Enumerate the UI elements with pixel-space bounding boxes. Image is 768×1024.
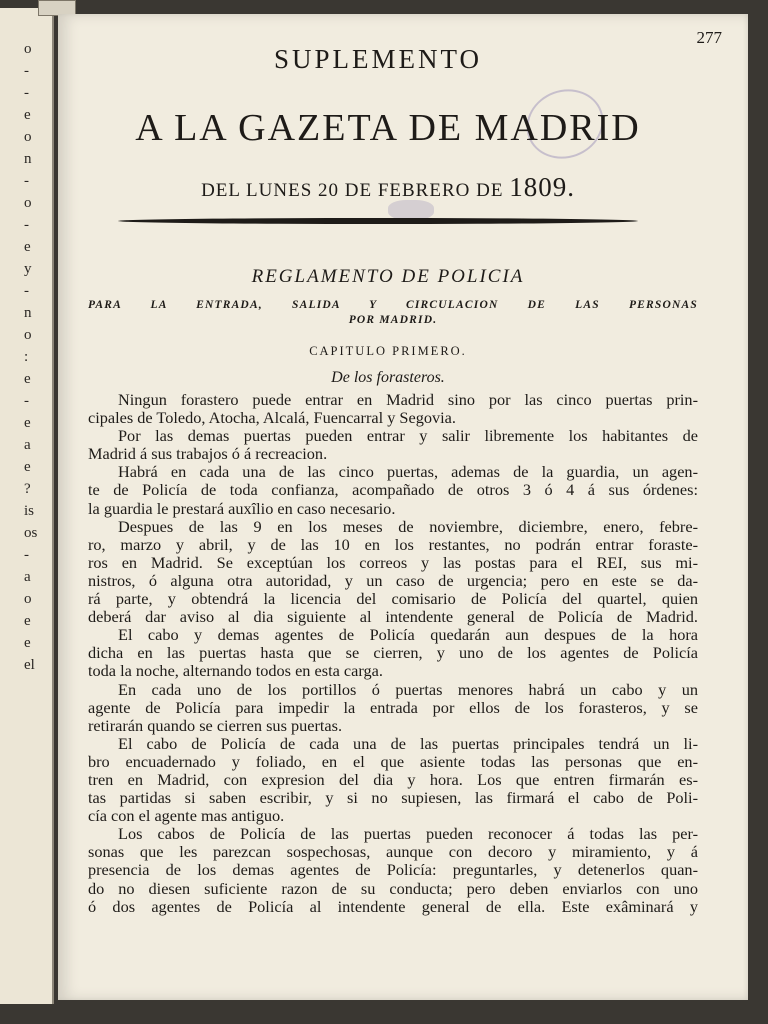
left-page-fragment: e — [24, 635, 31, 651]
issue-date-text: DEL LUNES 20 DE FEBRERO DE — [201, 180, 504, 201]
text-line: El cabo de Policía de cada una de las puertas principales tendrá un li- — [118, 734, 698, 753]
text-line: ros en Madrid. Se exceptúan los correos y las postas para el REI, sus mi- — [88, 553, 698, 572]
text-line: Por las demas puertas pueden entrar y salir libremente los habitantes de — [118, 427, 698, 446]
ink-stamp-blot — [388, 200, 434, 220]
left-page-fragment: y — [24, 261, 32, 277]
page-number: 277 — [696, 28, 722, 47]
text-line: sonas que les parezcan sospechosas, aunque con decoro y miramiento, y á — [88, 843, 698, 862]
left-page-fragment: e — [24, 107, 31, 123]
text-line: nistros, ó alguna otra autoridad, y un caso de urgencia; pero en este se da- — [88, 571, 698, 590]
left-page-fragment: n — [24, 305, 32, 321]
section-heading: De los forasteros. — [331, 369, 445, 386]
issue-year: 1809. — [509, 172, 575, 202]
subtitle-line-2: POR MADRID. — [348, 314, 438, 326]
left-page-fragment: - — [24, 217, 29, 233]
left-page-text-fragments — [24, 38, 46, 676]
text-line: ó dos agentes de Policía al intendente general de ella. Este exâminará y — [88, 897, 698, 916]
text-line: toda la noche, alternando todos en esta carga. — [88, 662, 383, 681]
left-page-fragment: is — [24, 503, 35, 519]
left-page-fragment: n — [24, 151, 32, 167]
gazette-page — [58, 14, 748, 1000]
left-page-fragment: e — [24, 459, 31, 475]
left-page-fragment: - — [24, 283, 29, 299]
left-page-fragment: o — [24, 195, 32, 211]
chapter-heading: CAPITULO PRIMERO. — [309, 344, 467, 358]
text-line: bro encuadernado y foliado, en el que asiente todas las personas que en- — [88, 752, 698, 771]
text-line: retirarán quando se cierren sus puertas. — [88, 716, 343, 735]
left-page-fragment: e — [24, 371, 31, 387]
left-page-fragment: e — [24, 239, 31, 255]
text-line: Despues de las 9 en los meses de noviembre, diciembre, enero, febre- — [118, 517, 698, 536]
text-line: Los cabos de Policía de las puertas pueden reconocer á todas las per- — [118, 825, 698, 844]
text-line: te de Policía de toda confianza, acompañado de otros 3 ó 4 á sus órdenes: — [88, 481, 698, 500]
left-page-fragment: o — [24, 591, 32, 607]
left-page-fragment: - — [24, 63, 29, 79]
left-page-fragment: a — [24, 569, 31, 585]
text-line: rá parte, y obtendrá la licencia del comisario de Policía del quartel, quien — [88, 590, 698, 609]
left-page-fragment: e — [24, 415, 31, 431]
subtitle-line-1: PARA LA ENTRADA, SALIDA Y CIRCULACION DE LAS PERSONAS — [88, 299, 698, 311]
text-line: tren en Madrid, con expresion del dia y hora. Los que entren firmarán es- — [88, 770, 698, 789]
text-line: ro, marzo y abril, y de las 10 en los restantes, no podrán entrar foraste- — [88, 535, 698, 554]
left-page-fragment: o — [24, 41, 32, 57]
issue-date — [68, 172, 708, 203]
supplement-heading: SUPLEMENTO — [273, 44, 483, 74]
text-line: Habrá en cada una de las cinco puertas, ademas de la guardia, un agen- — [118, 463, 698, 482]
text-line: tas partidas si saben escribir, y si no supiesen, las firmará el cabo de Poli- — [88, 789, 698, 808]
left-page-fragment: ? — [24, 481, 31, 497]
left-page-fragment: - — [24, 173, 29, 189]
left-page-fragment: - — [24, 85, 29, 101]
left-page-edge — [0, 8, 54, 1004]
text-line: En cada uno de los portillos ó puertas menores habrá un cabo y un — [118, 680, 698, 699]
text-line: cipales de Toledo, Atocha, Alcalá, Fuencarral y Segovia. — [88, 409, 456, 428]
left-page-fragment: - — [24, 547, 29, 563]
text-line: do no diesen suficiente razon de su conducta; pero deben enviarlos con uno — [88, 879, 698, 898]
text-line: Ningun forastero puede entrar en Madrid sino por las cinco puertas prin- — [118, 391, 698, 409]
left-page-fragment: e — [24, 613, 31, 629]
left-page-fragment: o — [24, 327, 32, 343]
article-body — [88, 391, 698, 916]
left-page-fragment: - — [24, 393, 29, 409]
left-page-fragment: os — [24, 525, 38, 541]
text-line: El cabo y demas agentes de Policía quedarán aun despues de la hora — [118, 626, 698, 645]
text-line: dicha en las puertas hasta que se cierren, y uno de los agentes de Policía — [88, 644, 698, 663]
text-line: la guardia le prestará auxîlio en caso necesario. — [88, 499, 396, 518]
regulation-title: REGLAMENTO DE POLICIA — [251, 266, 525, 287]
text-line: agente de Policía para impedir la entrada por ellos de los forasteros, y se — [88, 698, 698, 717]
left-page-fragment: el — [24, 657, 35, 673]
left-page-fragment: : — [24, 349, 29, 365]
gazette-title: A LA GAZETA DE MADRID — [135, 107, 641, 149]
text-line: deberá dar aviso al dia siguiente al intendente general de Policía de Madrid. — [88, 608, 698, 627]
regulation-subtitle — [88, 298, 698, 328]
text-line: presencia de los demas agentes de Policía: preguntarles, y detenerlos quan- — [88, 861, 698, 880]
left-page-fragment: o — [24, 129, 32, 145]
decorative-rule — [118, 218, 638, 224]
text-line: cía con el agente mas antiguo. — [88, 807, 285, 826]
left-page-fragment: a — [24, 437, 31, 453]
text-line: Madrid á sus trabajos ó á recreacion. — [88, 445, 328, 464]
